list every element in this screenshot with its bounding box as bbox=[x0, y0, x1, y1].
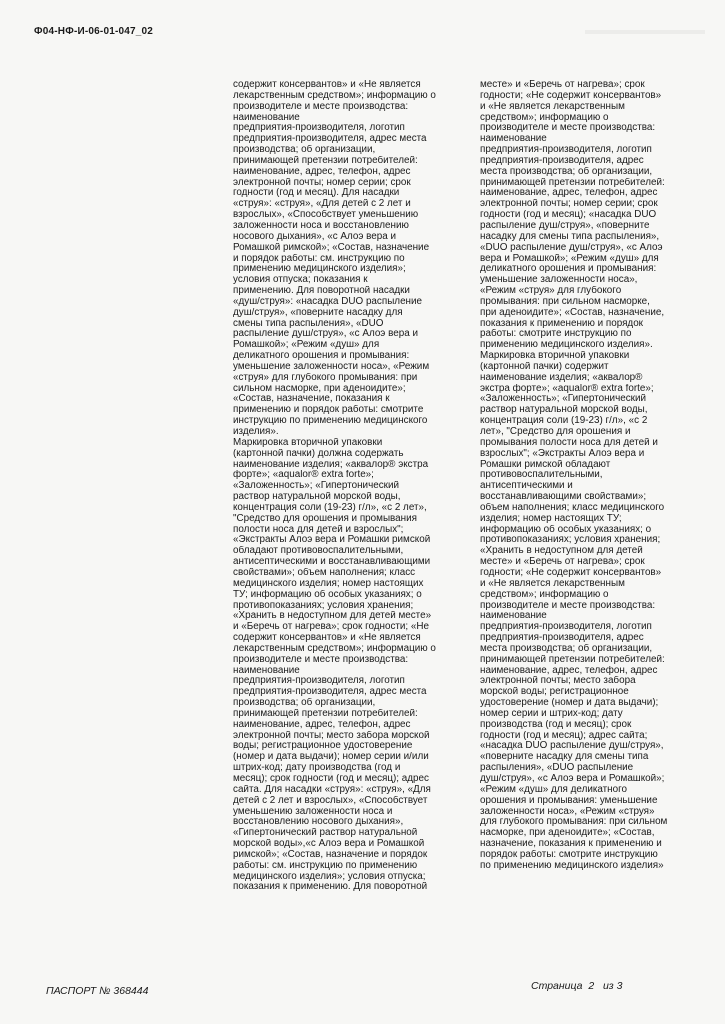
text-line: «Режим «струя» для глубокого bbox=[480, 286, 622, 297]
text-line: применению медицинского изделия»; bbox=[233, 264, 406, 275]
text-line: информацию об особых указаниях; о bbox=[480, 524, 652, 535]
text-line: насадку для смены типа распыления», bbox=[480, 231, 660, 242]
text-line: обладают противовоспалительными, bbox=[233, 546, 404, 557]
text-line: вера и Ромашкой»; «Режим «душ» для bbox=[480, 253, 659, 264]
text-line: производителе и месте производства: bbox=[480, 123, 656, 134]
text-line: производства; об организации, bbox=[233, 698, 376, 709]
text-line: предприятия-производителя, адрес места bbox=[233, 134, 427, 145]
text-line: годности (год и месяц); «насадка DUO bbox=[480, 210, 657, 221]
text-line: уменьшению заложенности носа и bbox=[233, 806, 393, 817]
text-line: наименование bbox=[233, 665, 300, 676]
text-line: и «Не является лекарственным bbox=[480, 101, 625, 112]
text-line: производства; об организации, bbox=[233, 145, 376, 156]
text-line: Ромашкой»; «Режим «душ» для bbox=[233, 340, 380, 351]
text-line: "Средство для орошения и промывания bbox=[233, 513, 417, 524]
text-line: предприятия-производителя, логотип bbox=[233, 123, 405, 134]
text-line: римской»; «Состав, назначение и порядок bbox=[233, 849, 428, 860]
text-line: электронной почты; место забора морской bbox=[233, 730, 430, 741]
text-line: «поверните насадку для смены типа bbox=[480, 752, 649, 763]
text-line: средством»; информацию о bbox=[480, 112, 609, 123]
text-line: промывания: при сильном насморке, bbox=[480, 296, 650, 307]
text-line: (картонной пачки) должна содержать bbox=[233, 448, 404, 459]
text-line: уменьшение заложенности носа», bbox=[480, 275, 638, 286]
text-line: форте»; «aqualor® extra forte»; bbox=[233, 470, 374, 481]
text-line: месте» и «Беречь от нагрева»; срок bbox=[480, 557, 645, 568]
text-line: наименование, адрес, телефон, адрес bbox=[480, 665, 658, 676]
text-line: Маркировка вторичной упаковки bbox=[480, 351, 630, 362]
text-line: антисептическими и bbox=[480, 481, 573, 492]
text-line: наименование bbox=[480, 134, 547, 145]
text-line: лекарственным средством»; информацию о bbox=[233, 643, 436, 654]
text-line: принимающей претензии потребителей: bbox=[480, 177, 665, 188]
text-line: (номер и дата выдачи); номер серии и/или bbox=[233, 752, 429, 763]
text-line: «Хранить в недоступном для детей месте» bbox=[233, 611, 432, 622]
text-line: лет», "Средство для орошения и bbox=[480, 427, 631, 437]
text-line: наименование изделия; «аквалор® экстра bbox=[233, 459, 429, 470]
text-line: назначение, показания к применению и bbox=[480, 839, 662, 850]
text-line: при аденоидите»; «Состав, назначение, bbox=[480, 307, 665, 318]
text-line: месяц); срок годности (год и месяц); адрес bbox=[233, 774, 429, 784]
text-line: противовоспалительными, bbox=[480, 470, 603, 481]
text-line: порядок работы: смотрите инструкцию bbox=[480, 849, 658, 860]
text-line: работы: см. инструкцию по применению bbox=[233, 860, 418, 871]
text-line: деликатного орошения и промывания: bbox=[233, 351, 410, 362]
text-line: противопоказаниях; условия хранения; bbox=[480, 535, 661, 546]
text-line: носового дыхания», «с Алоэ вера и bbox=[233, 231, 396, 242]
page-indicator bbox=[531, 980, 622, 992]
text-line: заложенности носа и восстановлению bbox=[233, 220, 409, 231]
text-line: медицинского изделия»; условия отпуска; bbox=[233, 871, 426, 882]
text-line: взрослых», «Способствует уменьшению bbox=[233, 210, 419, 221]
text-line: сайта. Для насадки «струя»: «струя», «Для bbox=[233, 784, 431, 795]
text-line: предприятия-производителя, адрес bbox=[480, 155, 644, 166]
text-line: наименование bbox=[480, 611, 547, 622]
text-line: месте» и «Беречь от нагрева»; срок bbox=[480, 80, 645, 90]
text-line: экстра форте»; «aqualor® extra forte»; bbox=[480, 383, 654, 394]
text-line: и «Беречь от нагрева»; срок годности; «Не bbox=[233, 622, 430, 633]
text-line: Ромашкой римской»; «Состав, назначение bbox=[233, 242, 430, 253]
text-line: «Состав, назначение, показания к bbox=[233, 394, 390, 405]
text-line: электронной почты; номер серии; срок bbox=[480, 199, 658, 210]
text-line: полости носа для детей и взрослых"; bbox=[233, 524, 404, 535]
text-line: объем наполнения; класс медицинского bbox=[480, 502, 665, 513]
text-line: по применению медицинского изделия» bbox=[480, 860, 664, 871]
text-line: производителе и месте производства: bbox=[480, 600, 656, 611]
page-label: Страница bbox=[531, 980, 583, 992]
text-line: (картонной пачки) содержит bbox=[480, 361, 609, 372]
text-column-right bbox=[480, 80, 715, 872]
text-line: уменьшение заложенности носа», «Режим bbox=[233, 361, 430, 372]
text-line: «Режим «душ» для деликатного bbox=[480, 784, 628, 795]
text-line: медицинского изделия; номер настоящих bbox=[233, 578, 424, 589]
text-line: заложенности носа», «Режим «струя» bbox=[480, 806, 655, 817]
text-line: морской воды; регистрационное bbox=[480, 687, 629, 698]
text-line: взрослых"; «Экстракты Алоэ вера и bbox=[480, 448, 645, 459]
text-line: распыление душ/струя», «поверните bbox=[480, 220, 650, 231]
text-line: «DUO распыление душ/струя», «с Алоэ bbox=[480, 242, 663, 253]
document-code: Ф04-НФ-И-06-01-047_02 bbox=[34, 26, 154, 37]
text-line: лекарственным средством»; информацию о bbox=[233, 90, 436, 101]
text-line: годности (год и месяц); адрес сайта; bbox=[480, 730, 648, 741]
text-column-left bbox=[233, 80, 473, 893]
page-number: 2 bbox=[588, 980, 595, 992]
text-line: и «Не является лекарственным bbox=[480, 578, 625, 589]
text-line: места производства; об организации, bbox=[480, 166, 653, 177]
text-line: воды; регистрационное удостоверение bbox=[233, 741, 413, 752]
text-line: «Хранить в недоступном для детей bbox=[480, 546, 643, 557]
text-line: «Заложенность»; «Гипертонический bbox=[233, 481, 399, 492]
text-line: и порядок работы: см. инструкцию по bbox=[233, 253, 405, 264]
text-line: содержит консервантов» и «Не является bbox=[233, 633, 421, 644]
text-line: принимающей претензии потребителей: bbox=[233, 708, 418, 719]
text-line: душ/струя», «с Алоэ вера и Ромашкой»; bbox=[480, 774, 665, 784]
text-line: изделия». bbox=[233, 427, 279, 437]
text-line: предприятия-производителя, логотип bbox=[480, 622, 652, 633]
text-line: годности; «Не содержит консервантов» bbox=[480, 90, 662, 101]
passport-number: ПАСПОРТ № 368444 bbox=[46, 985, 149, 997]
text-line: деликатного орошения и промывания: bbox=[480, 264, 657, 275]
text-line: принимающей претензии потребителей: bbox=[233, 155, 418, 166]
text-line: Ромашки римской обладают bbox=[480, 459, 611, 470]
text-line: места производства; об организации, bbox=[480, 643, 653, 654]
text-line: инструкцию по применению медицинского bbox=[233, 416, 428, 427]
scan-artifact bbox=[585, 30, 705, 34]
page-total: 3 bbox=[616, 980, 623, 992]
text-line: раствор натуральной морской воды, bbox=[480, 405, 648, 416]
text-line: наименование, адрес, телефон, адрес bbox=[233, 166, 411, 177]
text-line: «струя»: «струя», «Для детей с 2 лет и bbox=[233, 199, 411, 210]
text-line: удостоверение (номер и дата выдачи); bbox=[480, 698, 659, 709]
text-line: Маркировка вторичной упаковки bbox=[233, 437, 383, 448]
text-line: сильном насморке, при аденоидите»; bbox=[233, 383, 406, 394]
text-line: концентрация соли (19-23) г/л», «с 2 лет», bbox=[233, 502, 427, 513]
text-line: показания к применению. Для поворотной bbox=[233, 882, 428, 893]
text-line: детей с 2 лет и взрослых», «Способствует bbox=[233, 795, 428, 806]
text-line: для глубокого промывания: при сильном bbox=[480, 817, 668, 828]
text-line: производства (год и месяц); срок bbox=[480, 719, 632, 730]
text-line: средством»; информацию о bbox=[480, 589, 609, 600]
text-line: «Гипертонический раствор натуральной bbox=[233, 828, 418, 839]
text-line: предприятия-производителя, адрес места bbox=[233, 687, 427, 698]
text-line: морской воды»,«с Алоэ вера и Ромашкой bbox=[233, 839, 425, 850]
text-line: антисептическими и восстанавливающими bbox=[233, 557, 431, 568]
text-line: ТУ; информацию об особых указаниях; о bbox=[233, 589, 422, 600]
text-line: наименование, адрес, телефон, адрес bbox=[480, 188, 658, 199]
text-line: показания к применению и порядок bbox=[480, 318, 644, 329]
text-line: свойствами»; объем наполнения; класс bbox=[233, 567, 416, 578]
text-line: применению медицинского изделия». bbox=[480, 340, 653, 351]
text-line: наименование изделия; «аквалор® bbox=[480, 372, 643, 383]
text-line: наименование, адрес, телефон, адрес bbox=[233, 719, 411, 730]
text-line: предприятия-производителя, логотип bbox=[233, 676, 405, 687]
text-line: «струя» для глубокого промывания: при bbox=[233, 372, 418, 383]
text-line: наименование bbox=[233, 112, 300, 123]
text-line: восстанавливающими свойствами»; bbox=[480, 492, 647, 503]
text-line: штрих-код; дату производства (год и bbox=[233, 763, 401, 774]
text-line: производителе и месте производства: bbox=[233, 101, 409, 112]
text-line: «насадка DUO распыление душ/струя», bbox=[480, 741, 664, 752]
text-line: раствор натуральной морской воды, bbox=[233, 492, 401, 503]
text-line: годности (год и месяц). Для насадки bbox=[233, 188, 400, 199]
text-line: промывания полости носа для детей и bbox=[480, 437, 658, 448]
text-line: орошения и промывания: уменьшение bbox=[480, 795, 658, 806]
text-line: номер серии и штрих-код; дату bbox=[480, 708, 623, 719]
text-line: душ/струя», «поверните насадку для bbox=[233, 307, 403, 318]
text-line: электронной почты; номер серии; срок bbox=[233, 177, 411, 188]
text-line: «Заложенность»; «Гипертонический bbox=[480, 394, 646, 405]
text-line: «Экстракты Алоэ вера и Ромашки римской bbox=[233, 535, 431, 546]
text-line: содержит консервантов» и «Не является bbox=[233, 80, 421, 90]
text-line: годности; «Не содержит консервантов» bbox=[480, 567, 662, 578]
text-line: распыления», «DUO распыление bbox=[480, 763, 634, 774]
text-line: противопоказаниях; условия хранения; bbox=[233, 600, 414, 611]
text-line: изделия; номер настоящих ТУ; bbox=[480, 513, 622, 524]
text-line: насморке, при аденоидите»; «Состав, bbox=[480, 828, 655, 839]
text-line: «душ/струя»: «насадка DUO распыление bbox=[233, 296, 423, 307]
text-line: применению. Для поворотной насадки bbox=[233, 286, 410, 297]
text-line: восстановлению носового дыхания», bbox=[233, 817, 404, 828]
page-of: из bbox=[602, 980, 614, 992]
text-line: смены типа распыления», «DUO bbox=[233, 318, 384, 329]
text-line: производителе и месте производства: bbox=[233, 654, 409, 665]
text-line: условия отпуска; показания к bbox=[233, 275, 368, 286]
text-line: предприятия-производителя, адрес bbox=[480, 633, 644, 644]
text-line: электронной почты; место забора bbox=[480, 676, 636, 687]
text-line: принимающей претензии потребителей: bbox=[480, 654, 665, 665]
text-line: распыление душ/струя», «с Алоэ вера и bbox=[233, 329, 418, 340]
text-line: работы: смотрите инструкцию по bbox=[480, 329, 632, 340]
text-line: предприятия-производителя, логотип bbox=[480, 145, 652, 156]
text-line: применению и порядок работы: смотрите bbox=[233, 405, 424, 416]
text-line: концентрация соли (19-23) г/л», «с 2 bbox=[480, 416, 648, 427]
